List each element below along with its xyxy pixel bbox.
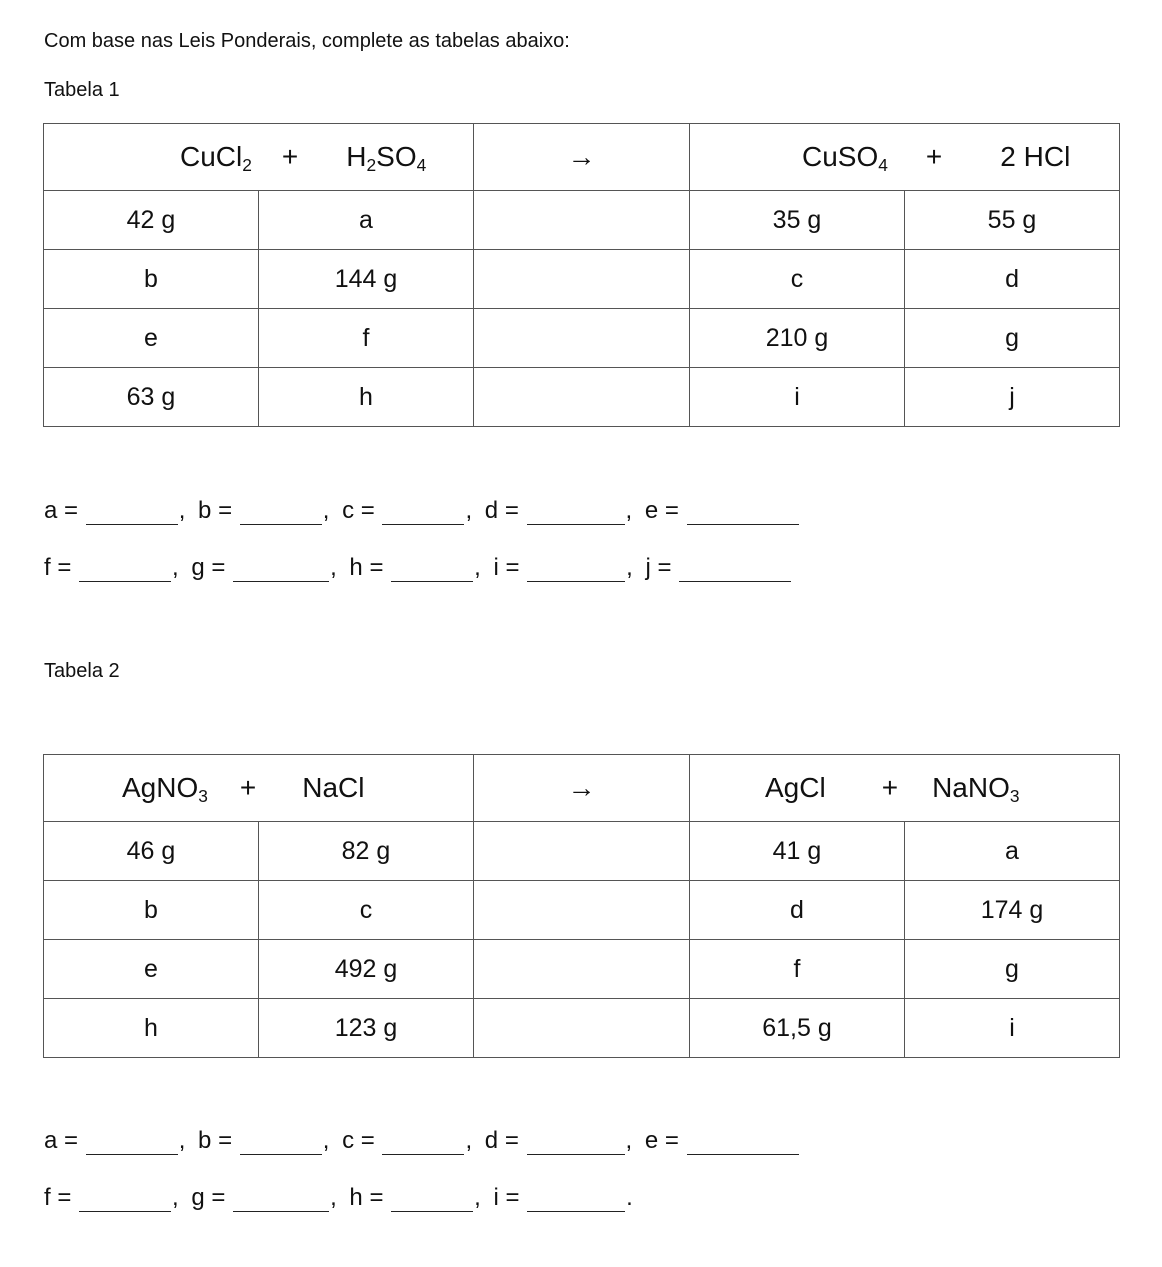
table-cell: 63 g <box>44 368 259 427</box>
table-row <box>44 368 1120 427</box>
table-cell <box>474 999 690 1058</box>
answer-blank[interactable] <box>86 1132 178 1155</box>
table-cell: 144 g <box>259 250 474 309</box>
answer-blank[interactable] <box>391 1189 473 1212</box>
table-row <box>44 999 1120 1058</box>
table-cell: j <box>905 368 1120 427</box>
table-cell: 55 g <box>905 191 1120 250</box>
table-cell: 61,5 g <box>690 999 905 1058</box>
table-2 <box>43 754 1120 1058</box>
table-cell: 35 g <box>690 191 905 250</box>
answer-blank[interactable] <box>527 502 625 525</box>
answer-blank[interactable] <box>391 559 473 582</box>
reaction-arrow-icon: → <box>567 141 596 172</box>
reaction-arrow-icon: → <box>567 772 596 803</box>
answer-blank[interactable] <box>527 559 625 582</box>
table-cell: 46 g <box>44 822 259 881</box>
table1-product-plus: + <box>925 141 943 172</box>
table-cell: 41 g <box>690 822 905 881</box>
table-cell: h <box>259 368 474 427</box>
answer-label: h = <box>349 1184 384 1211</box>
answer-label: g = <box>191 554 226 581</box>
answer-label: c = <box>342 497 375 524</box>
answer-label: g = <box>191 1184 226 1211</box>
table-cell: e <box>44 940 259 999</box>
table2-answers-row2: f = , g = , h = , i = . <box>44 1184 633 1211</box>
table-cell: g <box>905 309 1120 368</box>
answer-label: b = <box>198 1127 233 1154</box>
answer-label: j = <box>645 554 672 581</box>
answer-blank[interactable] <box>86 502 178 525</box>
answer-label: a = <box>44 1127 79 1154</box>
table-cell <box>474 940 690 999</box>
table-cell <box>474 822 690 881</box>
answer-label: e = <box>644 497 679 524</box>
answer-blank[interactable] <box>240 1132 322 1155</box>
table-row <box>44 191 1120 250</box>
table1-reactants-cell <box>44 124 474 191</box>
answer-blank[interactable] <box>233 1189 329 1212</box>
table1-plus: + <box>281 141 299 172</box>
table-cell <box>474 881 690 940</box>
answer-label: b = <box>198 497 233 524</box>
table-cell: 82 g <box>259 822 474 881</box>
table-row <box>44 250 1120 309</box>
table1-arrow-cell <box>474 124 690 191</box>
table2-product2: NaNO$_3$ <box>932 772 1020 806</box>
table2-arrow-cell <box>474 755 690 822</box>
table1-caption: Tabela 1 <box>44 79 120 101</box>
table-cell: 492 g <box>259 940 474 999</box>
table-cell: f <box>259 309 474 368</box>
table-cell: a <box>905 822 1120 881</box>
table-cell <box>474 368 690 427</box>
answer-blank[interactable] <box>687 1132 799 1155</box>
table-row <box>44 940 1120 999</box>
instruction-text: Com base nas Leis Ponderais, complete as tabelas abaixo: <box>44 30 570 52</box>
table-cell: c <box>690 250 905 309</box>
table2-product1: AgCl <box>765 772 826 803</box>
end-period: . <box>626 1184 633 1211</box>
answer-blank[interactable] <box>240 502 322 525</box>
table-row <box>44 309 1120 368</box>
table-cell: b <box>44 881 259 940</box>
answer-label: i = <box>493 554 520 581</box>
table-cell: c <box>259 881 474 940</box>
table1-product2: 2 HCl <box>1000 141 1071 172</box>
answer-label: f = <box>44 554 72 581</box>
table-cell: 123 g <box>259 999 474 1058</box>
table-cell: a <box>259 191 474 250</box>
answer-blank[interactable] <box>79 559 171 582</box>
table-cell: d <box>905 250 1120 309</box>
table-cell: d <box>690 881 905 940</box>
table2-products-cell <box>690 755 1120 822</box>
table-cell: g <box>905 940 1120 999</box>
table1-reactant2: $H_2SO_4$ <box>346 141 427 175</box>
table-cell: i <box>905 999 1120 1058</box>
table2-reactant2: NaCl <box>302 772 365 803</box>
answer-label: i = <box>493 1184 520 1211</box>
answer-label: f = <box>44 1184 72 1211</box>
answer-blank[interactable] <box>79 1189 171 1212</box>
table2-answers-row1: a = , b = , c = , d = , e = <box>44 1127 800 1155</box>
table1-answers-row2: f = , g = , h = , i = , j = <box>44 554 792 582</box>
table2-reactant1: AgNO$_3$ <box>122 772 208 806</box>
table-cell: b <box>44 250 259 309</box>
answer-blank[interactable] <box>687 502 799 525</box>
table-cell: h <box>44 999 259 1058</box>
table-row <box>44 822 1120 881</box>
table-cell <box>474 191 690 250</box>
table1-products-cell <box>690 124 1120 191</box>
answer-blank[interactable] <box>527 1132 625 1155</box>
table-row <box>44 881 1120 940</box>
answer-blank[interactable] <box>382 1132 464 1155</box>
table1-reactant1: CuCl$_2$ <box>180 141 252 175</box>
answer-blank[interactable] <box>382 502 464 525</box>
table-cell: e <box>44 309 259 368</box>
table2-reactants-cell <box>44 755 474 822</box>
answer-blank[interactable] <box>233 559 329 582</box>
table2-caption: Tabela 2 <box>44 660 120 682</box>
table-cell: i <box>690 368 905 427</box>
answer-label: e = <box>644 1127 679 1154</box>
table2-header-row <box>44 755 1120 822</box>
table2-plus: + <box>239 772 257 803</box>
answer-label: h = <box>349 554 384 581</box>
table-cell <box>474 250 690 309</box>
table2-product-plus: + <box>881 772 899 803</box>
table-cell: 174 g <box>905 881 1120 940</box>
table-cell: f <box>690 940 905 999</box>
answer-label: c = <box>342 1127 375 1154</box>
answer-blank[interactable] <box>527 1189 625 1212</box>
table1-answers-row1: a = , b = , c = , d = , e = <box>44 497 800 525</box>
answer-label: a = <box>44 497 79 524</box>
table1-header-row <box>44 124 1120 191</box>
answer-label: d = <box>484 1127 519 1154</box>
table-cell: 42 g <box>44 191 259 250</box>
answer-label: d = <box>484 497 519 524</box>
table-cell: 210 g <box>690 309 905 368</box>
table-cell <box>474 309 690 368</box>
table1-product1: CuSO$_4$ <box>802 141 888 175</box>
table-1 <box>43 123 1120 427</box>
answer-blank[interactable] <box>679 559 791 582</box>
